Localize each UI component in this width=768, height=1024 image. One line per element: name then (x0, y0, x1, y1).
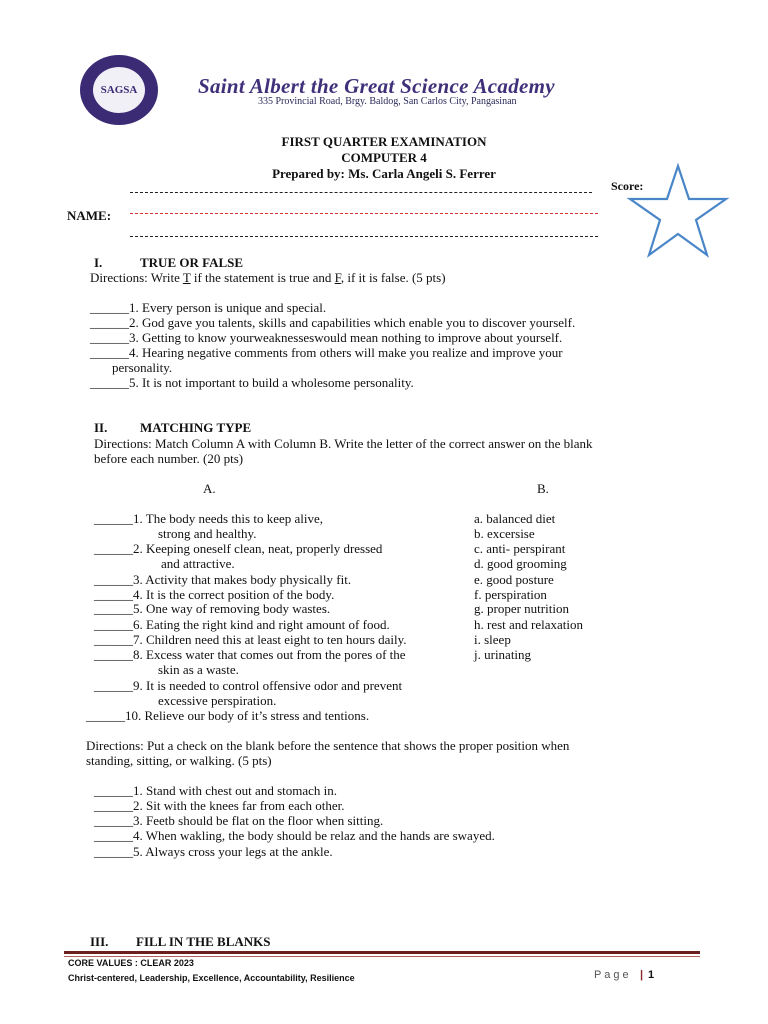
match-item: ______8. Excess water that comes out from the pores of the (94, 647, 406, 662)
part1-directions-post: , if it is false. (5 pts) (340, 270, 446, 285)
column-b-header: B. (537, 481, 549, 496)
part2-directions: Directions: Match Column A with Column B. Write the letter of the correct answer on the blank (94, 436, 593, 451)
name-line-top (130, 192, 592, 193)
match-item: ______4. It is the correct position of the body. (94, 587, 335, 602)
choice-item: h. rest and relaxation (474, 617, 584, 632)
check-item: ______3. Feetb should be flat on the floor when sitting. (94, 813, 384, 828)
check-item: ______1. Stand with chest out and stomach in. (94, 783, 338, 798)
score-label: Score: (611, 179, 644, 193)
match-item: ______10. Relieve our body of it’s stress and tentions. (86, 708, 370, 723)
choice-item: f. perspiration (474, 587, 547, 602)
name-label: NAME: (67, 208, 112, 223)
core-values-label: CORE VALUES : CLEAR 2023 (68, 958, 194, 968)
exam-title: FIRST QUARTER EXAMINATION (281, 134, 487, 149)
match-item-continuation: skin as a waste. (158, 662, 239, 677)
part1-directions-pre: Directions: Write (90, 270, 183, 285)
tf-item: ______2. God gave you talents, skills and capabilities which enable you to discover yourself. (90, 315, 576, 330)
match-item: ______2. Keeping oneself clean, neat, properly dressed (94, 541, 383, 556)
name-input-line[interactable] (130, 213, 598, 214)
star-icon (626, 162, 730, 260)
match-item: ______1. The body needs this to keep alive, (94, 511, 324, 526)
check-item: ______2. Sit with the knees far from each other. (94, 798, 345, 813)
part1-numeral: I. (94, 255, 103, 270)
school-address: 335 Provincial Road, Brgy. Baldog, San Carlos City, Pangasinan (258, 96, 517, 107)
page-separator: | (640, 969, 644, 981)
tf-item-continuation: personality. (112, 360, 173, 375)
letter-f: F (334, 270, 341, 285)
school-logo-seal (93, 67, 145, 113)
footer-divider-thin (64, 956, 700, 957)
choice-item: d. good grooming (474, 556, 567, 571)
letter-t: T (182, 270, 191, 285)
match-item-continuation: strong and healthy. (158, 526, 257, 541)
match-item: ______3. Activity that makes body physically fit. (94, 572, 352, 587)
tf-item: ______1. Every person is unique and special. (90, 300, 327, 315)
page-number: 1 (648, 969, 655, 981)
part3-numeral: III. (90, 934, 109, 949)
choice-item: c. anti- perspirant (474, 541, 566, 556)
choice-item: e. good posture (474, 572, 554, 587)
choice-item: j. urinating (474, 647, 532, 662)
part2-numeral: II. (94, 420, 108, 435)
part2-directions-cont: before each number. (20 pts) (94, 451, 244, 466)
exam-subject: COMPUTER 4 (341, 150, 427, 165)
tf-item: ______5. It is not important to build a wholesome personality. (90, 375, 414, 390)
footer-divider (64, 951, 700, 954)
name-line-bottom (130, 236, 598, 237)
school-logo (80, 55, 158, 125)
core-values-list: Christ-centered, Leadership, Excellence, Accountability, Resilience (68, 973, 355, 983)
check-item: ______4. When wakling, the body should be relaz and the hands are swayed. (94, 828, 495, 843)
page-label: P a g e (594, 969, 629, 981)
choice-item: i. sleep (474, 632, 511, 647)
choice-item: b. excersise (474, 526, 535, 541)
part2-title: MATCHING TYPE (140, 420, 252, 435)
choice-item: g. proper nutrition (474, 601, 569, 616)
match-item: ______9. It is needed to control offensive odor and prevent (94, 678, 403, 693)
choice-item: a. balanced diet (474, 511, 556, 526)
part2b-directions-cont: standing, sitting, or walking. (5 pts) (86, 753, 272, 768)
check-item: ______5. Always cross your legs at the ankle. (94, 844, 333, 859)
part1-directions (90, 270, 446, 286)
column-a-header: A. (203, 481, 216, 496)
match-item: ______7. Children need this at least eight to ten hours daily. (94, 632, 407, 647)
logo-text: SAGSA (100, 84, 138, 96)
match-item-continuation: excessive perspiration. (158, 693, 277, 708)
match-item: ______6. Eating the right kind and right amount of food. (94, 617, 390, 632)
part1-directions-mid: if the statement is true and (190, 270, 335, 285)
match-item: ______5. One way of removing body wastes. (94, 601, 331, 616)
tf-item: ______3. Getting to know yourweaknesseswould mean nothing to improve about yourself. (90, 330, 563, 345)
part3-title: FILL IN THE BLANKS (136, 934, 271, 949)
part2b-directions: Directions: Put a check on the blank before the sentence that shows the proper position when (86, 738, 570, 753)
tf-item: ______4. Hearing negative comments from others will make you realize and improve your (90, 345, 563, 360)
exam-prepared-by: Prepared by: Ms. Carla Angeli S. Ferrer (272, 166, 496, 181)
match-item-continuation: and attractive. (161, 556, 235, 571)
school-name: Saint Albert the Great Science Academy (198, 74, 555, 98)
part1-title: TRUE OR FALSE (140, 255, 244, 270)
